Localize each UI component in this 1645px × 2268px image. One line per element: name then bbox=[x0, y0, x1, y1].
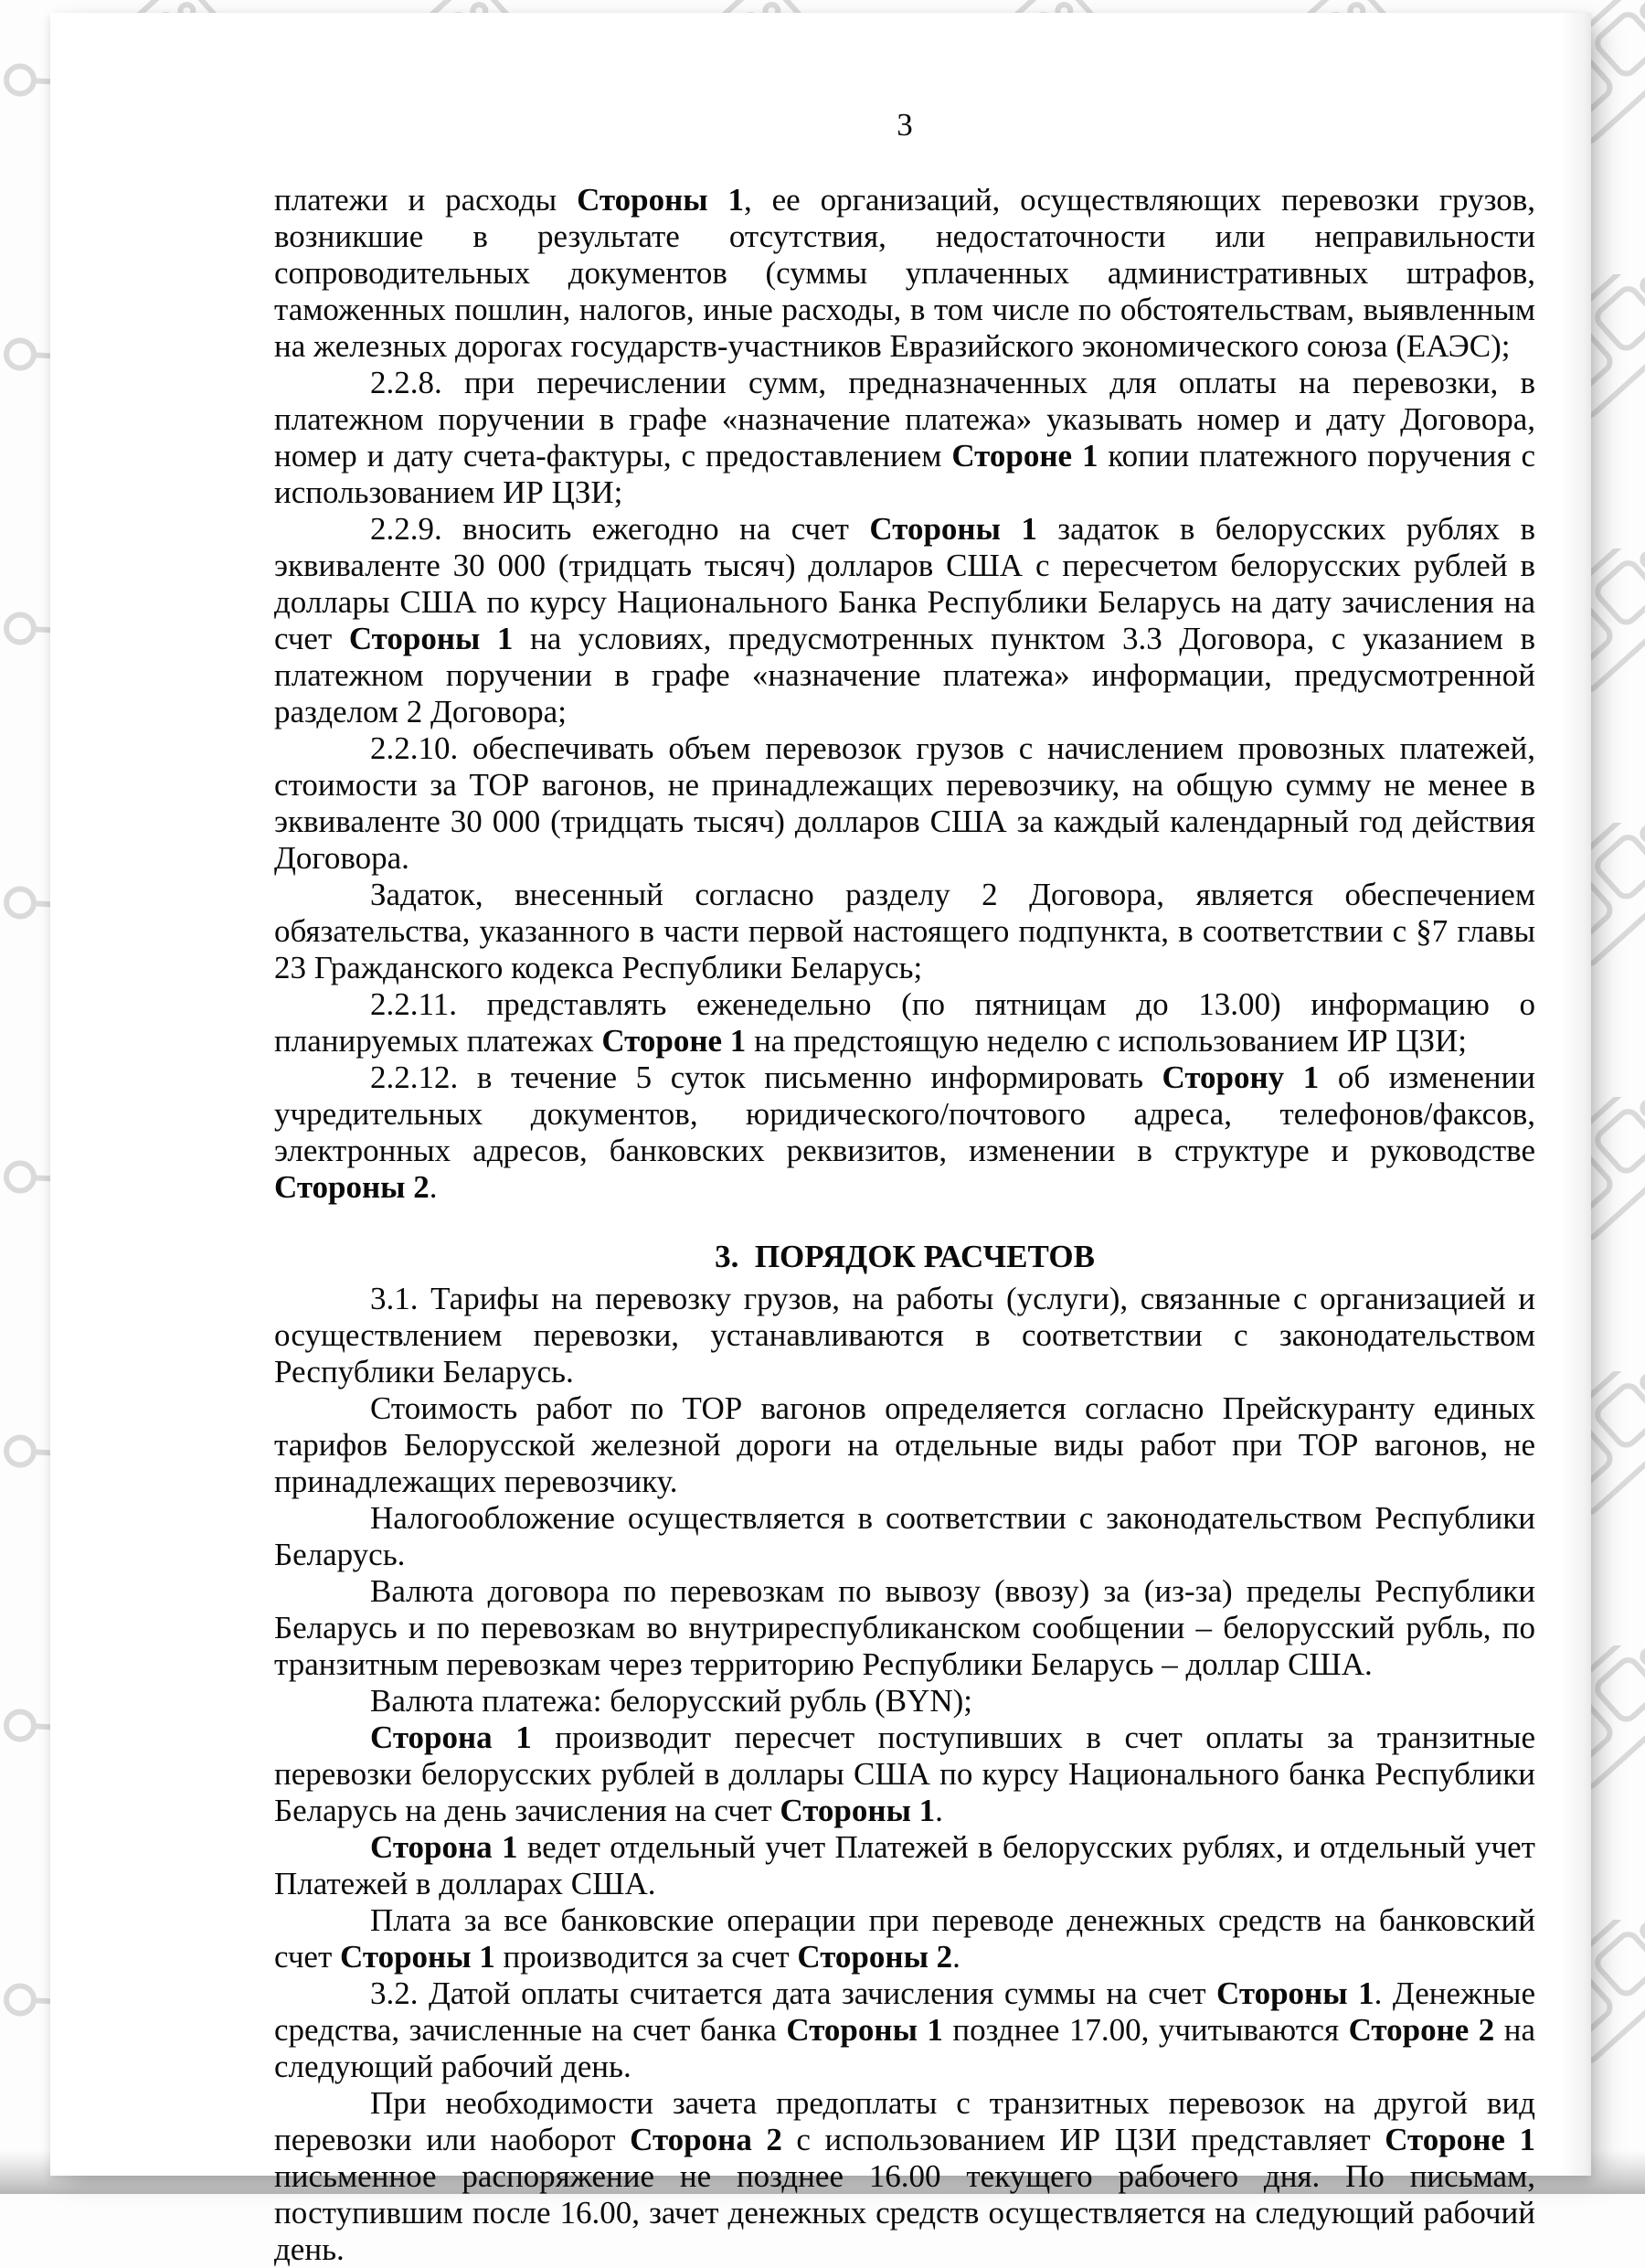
paragraph: При необходимости зачета предоплаты с транзитных перевозок на другой вид перевозки или наоборот Сторона 2 с использованием ИР ЦЗИ представляет Стороне 1 письменное распоряжение не позднее 16.00 текущего рабочего дня. По письмам, поступившим после 16.00, зачет денежных средств осуществляется на следующий рабочий день. bbox=[274, 2085, 1535, 2267]
paragraph: Стоимость работ по ТОР вагонов определяется согласно Прейскуранту единых тарифов Белорусской железной дороги на отдельные виды работ при ТОР вагонов, не принадлежащих перевозчику. bbox=[274, 1390, 1535, 1499]
paragraph: 2.2.11. представлять еженедельно (по пятницам до 13.00) информацию о планируемых платежах Стороне 1 на предстоящую неделю с использованием ИР ЦЗИ; bbox=[274, 986, 1535, 1059]
paragraph: Плата за все банковские операции при переводе денежных средств на банковский счет Стороны 1 производится за счет Стороны 2. bbox=[274, 1902, 1535, 1975]
paragraph: Налогообложение осуществляется в соответствии с законодательством Республики Беларусь. bbox=[274, 1500, 1535, 1572]
paragraph: 3.2. Датой оплаты считается дата зачисления суммы на счет Стороны 1. Денежные средства, зачисленные на счет банка Стороны 1 позднее 17.00, учитываются Стороне 2 на следующий рабочий день. bbox=[274, 1975, 1535, 2084]
paragraph: 2.2.10. обеспечивать объем перевозок грузов с начислением провозных платежей, стоимости за ТОР вагонов, не принадлежащих перевозчику, на общую сумму не менее в эквиваленте 30 000 (тридцать тысяч) долларов США за каждый календарный год действия Договора. bbox=[274, 730, 1535, 876]
paragraph: 2.2.9. вносить ежегодно на счет Стороны 1 задаток в белорусских рублях в эквиваленте 30 000 (тридцать тысяч) долларов США с пересчетом белорусских рублей в доллары США по курсу Национального Банка Республики Беларусь на дату зачисления на счет Стороны 1 на условиях, предусмотренных пунктом 3.3 Договора, с указанием в платежном поручении в графе «назначение платежа» информации, предусмотренной разделом 2 Договора; bbox=[274, 511, 1535, 729]
paragraph: Задаток, внесенный согласно разделу 2 Договора, является обеспечением обязательства, указанного в части первой настоящего подпункта, в соответствии с §7 главы 23 Гражданского кодекса Республики Беларусь; bbox=[274, 877, 1535, 985]
page-number: 3 bbox=[897, 107, 913, 143]
section-heading: 3. ПОРЯДОК РАСЧЕТОВ bbox=[715, 1239, 1095, 1274]
paragraph: 2.2.12. в течение 5 суток письменно информировать Сторону 1 об изменении учредительных документов, юридического/почтового адреса, телефонов/факсов, электронных адресов, банковских реквизитов, изменении в структуре и руководстве Стороны 2. bbox=[274, 1059, 1535, 1205]
paragraph: 2.2.8. при перечислении сумм, предназначенных для оплаты на перевозки, в платежном поручении в графе «назначение платежа» указывать номер и дату Договора, номер и дату счета-фактуры, с предоставлением Стороне 1 копии платежного поручения с использованием ИР ЦЗИ; bbox=[274, 365, 1535, 510]
paragraph: платежи и расходы Стороны 1, ее организаций, осуществляющих перевозки грузов, возникшие в результате отсутствия, недостаточности или неправильности сопроводительных документов (суммы уплаченных административных штрафов, таможенных пошлин, налогов, иные расходы, в том числе по обстоятельствам, выявленным на железных дорогах государств-участников Евразийского экономического союза (ЕАЭС); bbox=[274, 182, 1535, 364]
paragraph: Сторона 1 ведет отдельный учет Платежей в белорусских рублях, и отдельный учет Платежей в долларах США. bbox=[274, 1829, 1535, 1901]
paragraph: Валюта договора по перевозкам по вывозу (ввозу) за (из-за) пределы Республики Беларусь и по перевозкам во внутриреспубликанском сообщении – белорусский рубль, по транзитным перевозкам через территорию Республики Беларусь – доллар США. bbox=[274, 1573, 1535, 1682]
paragraph: 3.1. Тарифы на перевозку грузов, на работы (услуги), связанные с организацией и осуществлением перевозки, устанавливаются в соответствии с законодательством Республики Беларусь. bbox=[274, 1281, 1535, 1390]
document-content bbox=[274, 107, 1535, 2268]
document-body bbox=[274, 182, 1535, 2268]
paragraph: Сторона 1 производит пересчет поступивших в счет оплаты за транзитные перевозки белорусских рублей в доллары США по курсу Национального банка Республики Беларусь на день зачисления на счет Стороны 1. bbox=[274, 1720, 1535, 1828]
document-page bbox=[50, 13, 1591, 2267]
paragraph: Валюта платежа: белорусский рубль (BYN); bbox=[370, 1683, 972, 1719]
